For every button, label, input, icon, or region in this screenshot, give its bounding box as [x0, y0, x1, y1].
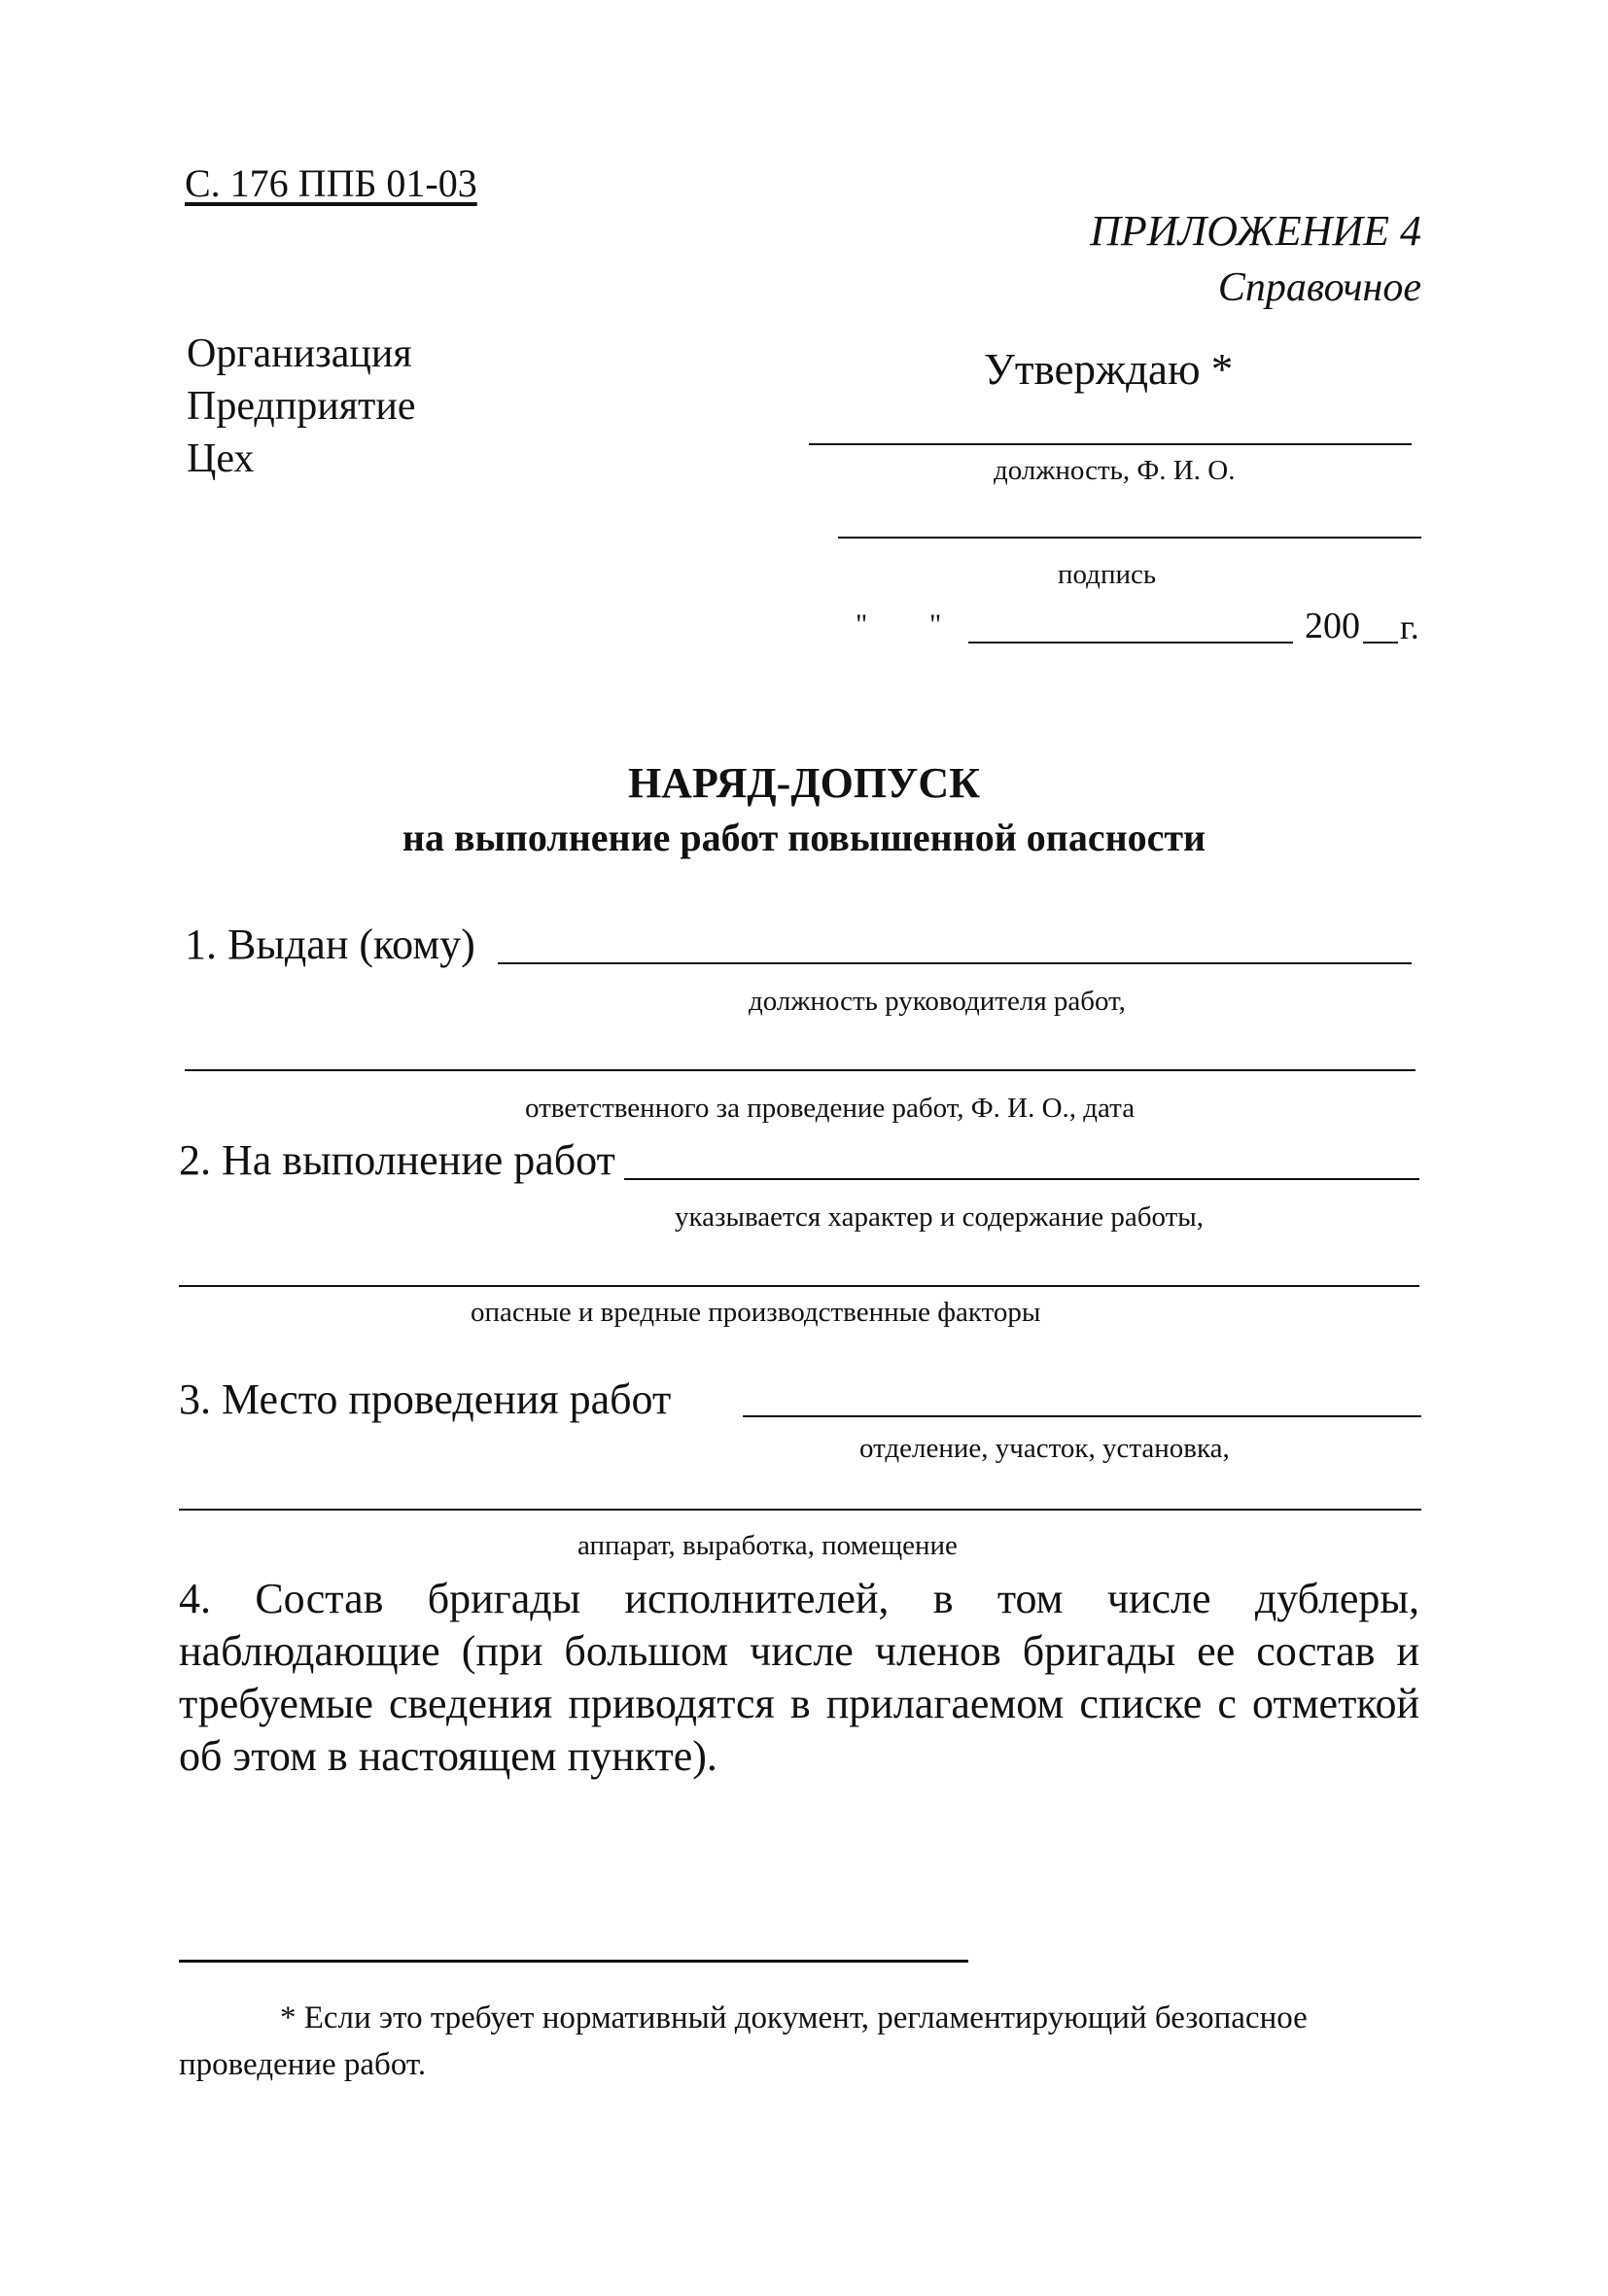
appendix-title: ПРИЛОЖЕНИЕ 4 — [1090, 207, 1421, 255]
item3-field-2[interactable] — [179, 1509, 1421, 1511]
document-title: НАРЯД-ДОПУСК — [627, 759, 981, 807]
item2-caption-hazards: опасные и вредные производственные факторы — [471, 1297, 1041, 1328]
item3-caption-premises: аппарат, выработка, помещение — [577, 1530, 958, 1561]
item3-label: 3. Место проведения работ — [179, 1375, 672, 1423]
page-reference: С. 176 ППБ 01-03 — [185, 161, 477, 205]
item1-caption-responsible: ответственного за проведение работ, Ф. И. О., дата — [525, 1093, 1136, 1124]
date-month-field[interactable] — [968, 642, 1293, 644]
item3-field[interactable] — [743, 1415, 1421, 1417]
approve-label: Утверждаю * — [984, 345, 1234, 394]
item3-caption-location: отделение, участок, установка, — [859, 1433, 1230, 1464]
year-suffix: г. — [1400, 608, 1419, 646]
footnote-text: * Если это требует нормативный документ, регламентирующий безопасное проведение работ. — [179, 2000, 1308, 2082]
item2-label: 2. На выполнение работ — [179, 1136, 615, 1184]
position-name-caption: должность, Ф. И. О. — [994, 455, 1236, 486]
signature-field[interactable] — [838, 537, 1421, 539]
item2-caption-nature: указывается характер и содержание работы, — [675, 1201, 1205, 1233]
year-digits-field[interactable] — [1363, 642, 1398, 644]
document-subtitle: на выполнение работ повышенной опасности — [402, 816, 1206, 859]
organization-label: Организация — [187, 331, 412, 376]
enterprise-label: Предприятие — [187, 384, 416, 429]
item2-field-2[interactable] — [179, 1285, 1419, 1287]
signature-caption: подпись — [1058, 559, 1157, 590]
position-name-field[interactable] — [809, 443, 1412, 445]
date-quote-open: " — [856, 609, 868, 641]
item2-field[interactable] — [624, 1178, 1419, 1180]
footnote-separator — [179, 1960, 968, 1963]
year-prefix: 200 — [1305, 606, 1360, 646]
item1-label: 1. Выдан (кому) — [185, 921, 475, 968]
date-quote-close: " — [929, 609, 942, 641]
item4-paragraph: 4. Состав бригады исполнителей, в том числе дублеры, наблюдающие (при большом числе членов бригады ее состав и требуемые сведения приводятся в прилагаемом списке с отметкой об этом в настоящем пункте). — [179, 1575, 1419, 1780]
appendix-type: Справочное — [1217, 265, 1421, 310]
item1-caption-position: должность руководителя работ, — [749, 986, 1126, 1017]
item1-field-2[interactable] — [185, 1069, 1416, 1071]
workshop-label: Цех — [187, 436, 255, 481]
item1-field[interactable] — [498, 962, 1412, 964]
